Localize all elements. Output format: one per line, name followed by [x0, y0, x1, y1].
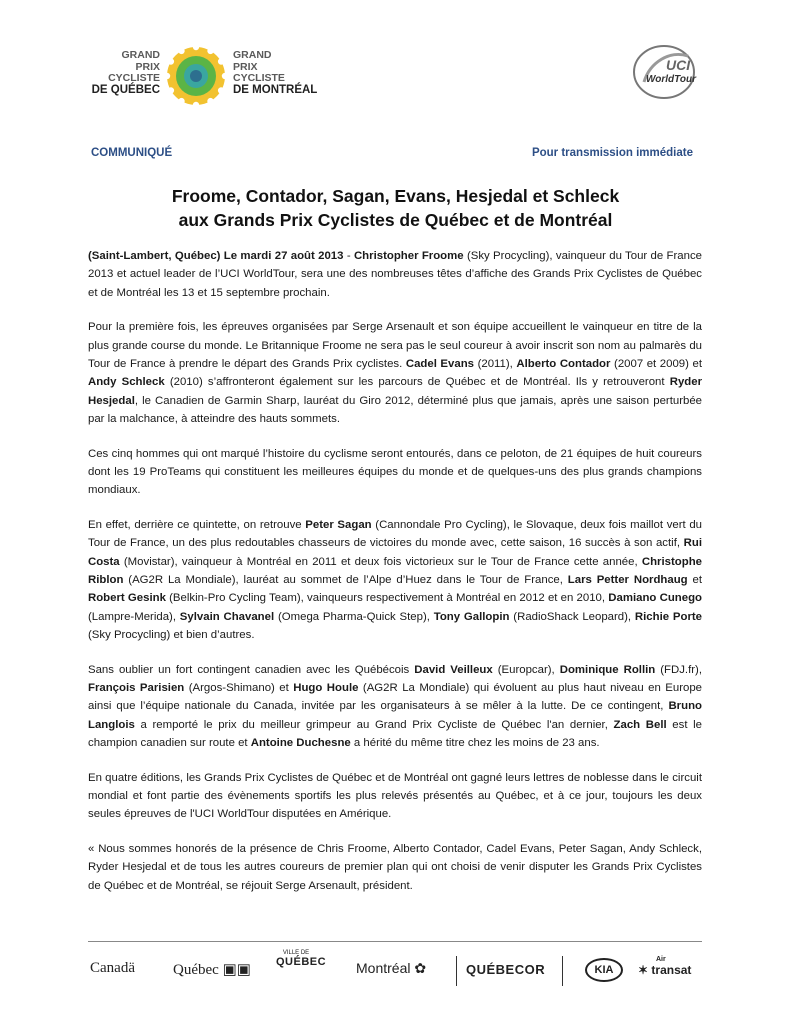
- footer-divider: [88, 941, 702, 942]
- worldtour-text: WorldTour: [646, 74, 696, 85]
- press-release-body: [88, 247, 702, 911]
- paragraph-text: (AG2R La Mondiale), lauréat au sommet de l’Alpe d’Huez dans le Tour de France,: [123, 573, 568, 586]
- gp-left-line: CYCLISTE: [108, 72, 160, 84]
- body-paragraph: [88, 247, 702, 302]
- bold-name: Damiano Cunego: [608, 592, 702, 605]
- bold-name: Sylvain Chavanel: [179, 610, 275, 623]
- paragraph-text: Ces cinq hommes qui ont marqué l’histoire du cyclisme seront entourés, dans ce peloton, de 21 équipes de huit coureurs dont les 19 ProTeams qui constituent les meilleures équipes du monde et de quelques-uns des plus grands champions mondiaux.: [88, 447, 702, 497]
- star-icon: ✶: [638, 963, 649, 977]
- communique-label: COMMUNIQUÉ: [91, 147, 173, 159]
- rosette-icon: ✿: [414, 960, 427, 976]
- paragraph-text: (Movistar), vainqueur à Montréal en 2011 et deux fois victorieux sur le Tour de France cette année,: [119, 555, 642, 568]
- gp-left-line: GRAND: [121, 49, 160, 61]
- paragraph-text: (FDJ.fr),: [655, 663, 702, 676]
- bold-name: Christopher Froome: [353, 250, 464, 262]
- sponsor-divider: [456, 956, 457, 986]
- montreal-logo: [356, 960, 426, 977]
- sun-wheel-icon: [164, 44, 228, 108]
- body-paragraph: [88, 516, 702, 644]
- bold-name: Tony Gallopin: [433, 610, 510, 623]
- paragraph-text: En quatre éditions, les Grands Prix Cyclistes de Québec et de Montréal ont gagné leurs lettres de noblesse dans le circuit mondial et font partie des évènements sportifs les plus relevés présentés au Québec, et à ce jour, toujours les deux seules épreuves de l'UCI WorldTour disputées en Amérique.: [88, 771, 702, 821]
- gp-right-city: DE MONTRÉAL: [233, 83, 318, 96]
- bold-name: François Parisien: [88, 681, 185, 694]
- bold-name: (Saint-Lambert, Québec) Le mardi 27 août 2013: [88, 250, 344, 262]
- air-transat-logo: [638, 956, 691, 977]
- quebec-logo: [173, 960, 251, 979]
- gp-right-line: PRIX: [233, 60, 258, 73]
- bold-name: Rui Costa: [88, 537, 702, 568]
- bold-name: Hugo Houle: [293, 681, 359, 694]
- paragraph-text: (Sky Procycling) et bien d’autres.: [88, 628, 255, 641]
- paragraph-text: Sans oublier un fort contingent canadien avec les Québécois: [88, 663, 415, 676]
- bold-name: Alberto Contador: [516, 357, 611, 370]
- bold-name: Lars Petter Nordhaug: [567, 573, 688, 586]
- ville-de-quebec-logo: [276, 950, 327, 968]
- montreal-wordmark: Montréal: [356, 960, 411, 976]
- kia-logo: KIA: [585, 958, 623, 982]
- paragraph-text: (Europcar),: [492, 663, 560, 676]
- sponsor-logos: [88, 946, 702, 996]
- paragraph-text: (2011),: [474, 357, 517, 370]
- bold-name: Cadel Evans: [405, 357, 474, 370]
- body-paragraph: [88, 445, 702, 500]
- uci-worldtour-logo: [630, 42, 698, 102]
- body-paragraph: [88, 661, 702, 752]
- bold-name: Christophe Riblon: [88, 555, 702, 586]
- paragraph-text: « Nous sommes honorés de la présence de Chris Froome, Alberto Contador, Cadel Evans, Peter Sagan, Andy Schleck, Ryder Hesjedal et de tous les autres coureurs de premier plan qui ont choisi de venir disputer les Grands Prix Cyclistes de Québec et de Montréal, se réjouit Serge Arsenault, président.: [88, 843, 702, 892]
- press-release-title: [91, 184, 700, 232]
- paragraph-text: (Sky Procycling), vainqueur du Tour de France 2013 et actuel leader de l’UCI WorldTour, sera une des nombreuses têtes d’affiche des Grands Prix Cyclistes de Québec et de Montréal les 13 et 15 septembre prochain.: [88, 250, 702, 299]
- paragraph-text: (Argos-Shimano) et: [184, 681, 294, 694]
- title-line-2: aux Grands Prix Cyclistes de Québec et de Montréal: [178, 210, 613, 230]
- ville-de-text: VILLE DE: [282, 950, 310, 956]
- gp-montreal-label: [233, 50, 343, 96]
- quebecor-logo: QUÉBECOR: [466, 962, 546, 977]
- body-paragraph: [88, 840, 702, 895]
- bold-name: Ryder Hesjedal: [88, 376, 703, 407]
- quebec-city-text: QUÉBEC: [276, 956, 327, 968]
- body-paragraph: [88, 318, 702, 428]
- paragraph-text: et: [687, 573, 702, 586]
- paragraph-text: (2007 et 2009) et: [610, 357, 702, 370]
- transat-text: transat: [651, 963, 692, 977]
- paragraph-text: -: [343, 250, 354, 262]
- paragraph-text: (RadioShack Leopard),: [509, 610, 635, 623]
- gp-right-line: GRAND: [233, 49, 272, 61]
- sponsor-divider: [562, 956, 563, 986]
- bold-name: Bruno Langlois: [88, 700, 702, 731]
- bold-name: Dominique Rollin: [559, 663, 656, 676]
- grand-prix-logo: [90, 44, 330, 106]
- transmission-label: Pour transmission immédiate: [531, 147, 693, 159]
- bold-name: David Veilleux: [414, 663, 493, 676]
- bold-name: Richie Porte: [634, 610, 703, 623]
- body-paragraph: [88, 769, 702, 824]
- paragraph-text: (Belkin-Pro Cycling Team), vainqueurs respectivement à Montréal en 2012 et en 2010,: [165, 592, 609, 605]
- paragraph-text: (Lampre-Merida),: [88, 610, 180, 623]
- canada-logo: Canadä: [90, 960, 135, 976]
- uci-prefix-text: UCI: [666, 57, 691, 73]
- gp-left-line: PRIX: [135, 60, 160, 73]
- title-line-1: Froome, Contador, Sagan, Evans, Hesjedal et Schleck: [171, 186, 620, 206]
- quebec-wordmark: Québec: [173, 962, 219, 978]
- bold-name: Peter Sagan: [305, 519, 372, 532]
- paragraph-text: (Cannondale Pro Cycling), le Slovaque, deux fois maillot vert du Tour de France, un des plus redoutables chasseurs de victoires du monde avec, cette saison, 16 succès à son actif,: [88, 519, 703, 550]
- bold-name: Robert Gesink: [88, 592, 166, 605]
- bold-name: Andy Schleck: [88, 376, 165, 389]
- paragraph-text: est le champion canadien sur route et: [88, 718, 703, 749]
- bold-name: Zach Bell: [613, 718, 667, 731]
- gp-left-city: DE QUÉBEC: [91, 83, 160, 96]
- fleurdelise-icon: ▣▣: [222, 962, 251, 978]
- bold-name: Antoine Duchesne: [250, 736, 351, 749]
- paragraph-text: (AG2R La Mondiale) qui évoluent au plus haut niveau en Europe ainsi que l’équipe nationale du Canada, invitée par les organisateurs à se mêler à la lutte. De ce contingent,: [88, 681, 702, 713]
- paragraph-text: , le Canadien de Garmin Sharp, lauréat du Giro 2012, déterminé plus que jamais, après une saison perturbée par la malchance, à atteindre des hauts sommets.: [88, 394, 702, 425]
- paragraph-text: (Omega Pharma-Quick Step),: [274, 610, 434, 623]
- paragraph-text: a remporté le prix du meilleur grimpeur au Grand Prix Cycliste de Québec l'an dernier,: [134, 718, 614, 731]
- air-text: Air: [656, 956, 666, 963]
- gp-right-line: CYCLISTE: [233, 72, 285, 84]
- paragraph-text: a hérité du même titre chez les moins de 23 ans.: [350, 736, 600, 749]
- paragraph-text: (2010) s’affronteront également sur les parcours de Québec et de Montréal. Ils y retrouveront: [164, 376, 670, 389]
- paragraph-text: Pour la première fois, les épreuves organisées par Serge Arsenault et son équipe accueillent le vainqueur en titre de la plus grande course du monde. Le Britannique Froome ne sera pas le seul coureur à avoir inscrit son nom au palmarès du Tour de France à prendre le départ des Grands Prix cyclistes.: [88, 321, 702, 370]
- gp-quebec-label: [90, 50, 160, 96]
- paragraph-text: En effet, derrière ce quintette, on retrouve: [88, 519, 306, 532]
